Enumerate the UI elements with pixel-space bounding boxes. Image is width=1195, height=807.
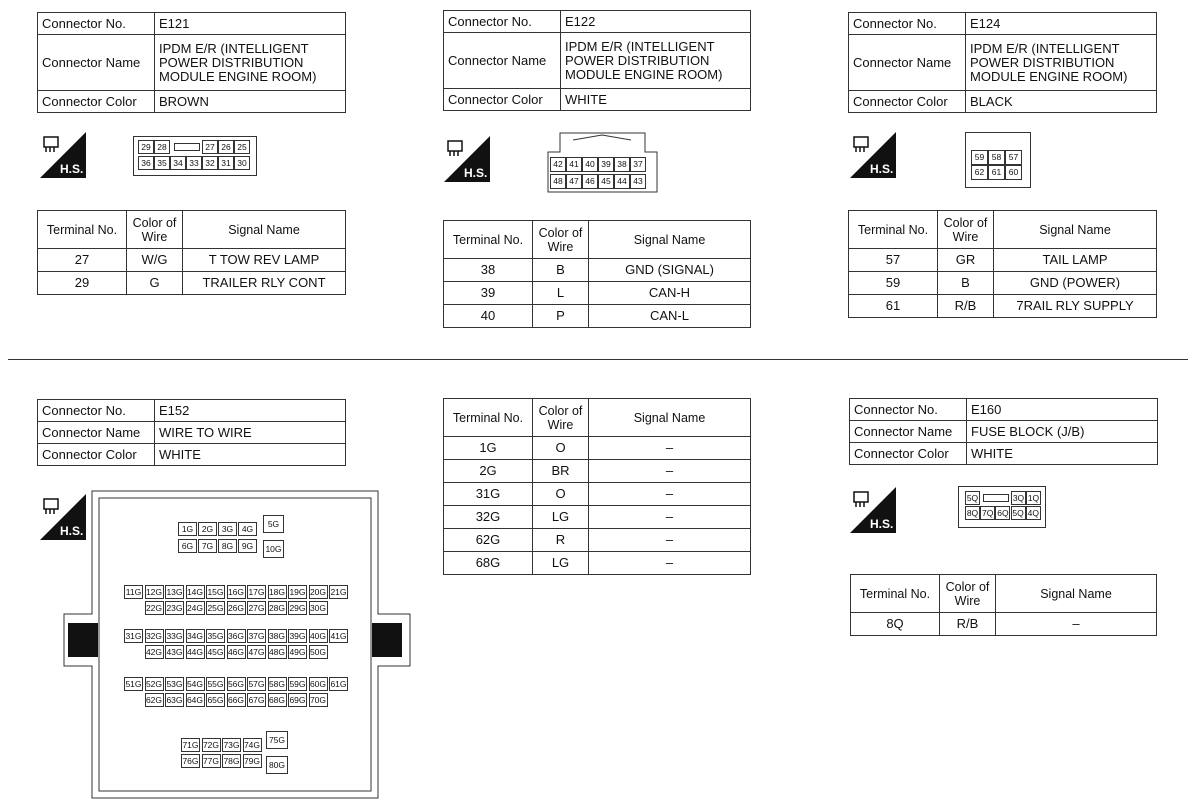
terminal-pin: 16G <box>227 587 245 597</box>
terminal-pin: 63G <box>166 695 183 705</box>
terminal-pin: 24G <box>186 603 204 613</box>
terminal-pin: 1G <box>178 522 197 536</box>
terminal-pin: 74G <box>243 740 261 750</box>
terminal-pin: 46 <box>582 174 598 189</box>
table-row: 68G LG – <box>444 552 751 575</box>
harness-side-icon <box>444 136 490 182</box>
signal-name-header: Signal Name <box>996 575 1157 613</box>
harness-side-icon <box>850 487 896 533</box>
connector-no-value: E152 <box>155 400 346 422</box>
table-row: 39 L CAN-H <box>444 282 751 305</box>
terminal-pin: 13G <box>166 587 183 597</box>
terminal-pin: 77G <box>202 756 220 766</box>
table-row: 62G R – <box>444 529 751 552</box>
color-of-wire-header: Color of Wire <box>533 399 589 437</box>
terminal-pin: 80G <box>266 756 288 774</box>
e152-info-table <box>37 399 346 466</box>
connector-name-value: FUSE BLOCK (J/B) <box>967 421 1158 443</box>
terminal-pin: 23G <box>166 603 183 613</box>
terminal-pin: 4Q <box>1027 508 1039 518</box>
table-row: 2G BR – <box>444 460 751 483</box>
terminal-pin: 6G <box>178 539 197 553</box>
terminal-pin: 15G <box>207 587 224 597</box>
terminal-pin: 46G <box>227 647 245 657</box>
terminal-pin: 43G <box>166 647 183 657</box>
e160-terminal-table <box>850 574 1157 636</box>
terminal-pin: 32 <box>202 156 218 170</box>
terminal-pin: 28 <box>154 140 170 154</box>
terminal-pin: 30 <box>234 156 250 170</box>
e121-terminal-table <box>37 210 346 295</box>
terminal-pin: 12G <box>145 587 163 597</box>
terminal-pin: 31G <box>125 631 142 641</box>
terminal-pin: 27G <box>248 603 265 613</box>
terminal-pin: 43 <box>630 174 646 189</box>
connector-name-value: IPDM E/R (INTELLIGENT POWER DISTRIBUTION MODULE ENGINE ROOM) <box>966 35 1157 91</box>
table-row: 57 GR TAIL LAMP <box>849 249 1157 272</box>
terminal-pin: 37G <box>248 631 265 641</box>
terminal-pin: 57G <box>248 679 265 689</box>
terminal-pin: 40G <box>309 631 327 641</box>
terminal-no-header: Terminal No. <box>444 221 533 259</box>
terminal-pin: 48G <box>268 647 286 657</box>
terminal-pin: 51G <box>125 679 142 689</box>
connector-color-label: Connector Color <box>38 91 155 113</box>
terminal-pin: 55G <box>207 679 224 689</box>
terminal-pin: 50G <box>309 647 327 657</box>
terminal-pin: 39G <box>289 631 306 641</box>
terminal-pin: 58G <box>268 679 286 689</box>
terminal-pin: 21G <box>330 587 347 597</box>
terminal-pin: 45 <box>598 174 614 189</box>
e124-info-table <box>848 12 1157 113</box>
e122-info-table <box>443 10 751 111</box>
connector-no-value: E121 <box>155 13 346 35</box>
terminal-pin: 36G <box>227 631 245 641</box>
terminal-pin: 57 <box>1005 150 1022 165</box>
connector-color-value: WHITE <box>561 89 751 111</box>
terminal-pin: 47G <box>248 647 265 657</box>
connector-no-label: Connector No. <box>38 13 155 35</box>
terminal-pin: 45G <box>207 647 224 657</box>
terminal-pin: 5Q <box>966 493 979 503</box>
connector-no-label: Connector No. <box>444 11 561 33</box>
terminal-pin: 62 <box>971 165 988 180</box>
signal-name-header: Signal Name <box>589 221 751 259</box>
terminal-pin: 64G <box>186 695 204 705</box>
terminal-pin: 61G <box>330 679 347 689</box>
terminal-pin: 76G <box>182 756 199 766</box>
terminal-pin: 8G <box>218 539 237 553</box>
terminal-pin: 6Q <box>997 508 1009 518</box>
terminal-pin: 73G <box>223 740 240 750</box>
connector-key <box>174 143 200 151</box>
table-row: 32G LG – <box>444 506 751 529</box>
terminal-pin: 9G <box>238 539 257 553</box>
terminal-pin: 29 <box>138 140 154 154</box>
terminal-pin: 27 <box>202 140 218 154</box>
e160-info-table <box>849 398 1158 465</box>
connector-name-label: Connector Name <box>444 33 561 89</box>
terminal-pin: 38G <box>268 631 286 641</box>
table-row: 38 B GND (SIGNAL) <box>444 259 751 282</box>
terminal-pin: 61 <box>988 165 1005 180</box>
color-of-wire-header: Color of Wire <box>940 575 996 613</box>
terminal-pin: 17G <box>248 587 265 597</box>
terminal-pin: 66G <box>227 695 245 705</box>
e121-info-table <box>37 12 346 113</box>
terminal-pin: 14G <box>186 587 204 597</box>
table-row: 27 W/G T TOW REV LAMP <box>38 249 346 272</box>
svg-text:H.S.: H.S. <box>464 166 488 180</box>
terminal-pin: 7Q <box>982 508 994 518</box>
terminal-pin: 47 <box>566 174 582 189</box>
svg-text:H.S.: H.S. <box>870 162 894 176</box>
connector-color-value: WHITE <box>155 444 346 466</box>
table-row: 59 B GND (POWER) <box>849 272 1157 295</box>
terminal-pin: 38 <box>614 157 630 172</box>
harness-side-icon <box>850 132 896 178</box>
terminal-pin: 5Q <box>1012 508 1024 518</box>
terminal-pin: 54G <box>186 679 204 689</box>
svg-text:H.S.: H.S. <box>870 517 894 531</box>
table-row: 8Q R/B – <box>851 613 1157 636</box>
terminal-pin: 60G <box>309 679 327 689</box>
terminal-pin: 32G <box>145 631 163 641</box>
terminal-no-header: Terminal No. <box>851 575 940 613</box>
terminal-pin: 75G <box>266 731 288 749</box>
terminal-pin: 70G <box>309 695 327 705</box>
connector-color-value: WHITE <box>967 443 1158 465</box>
terminal-no-header: Terminal No. <box>38 211 127 249</box>
connector-no-value: E122 <box>561 11 751 33</box>
terminal-pin: 36 <box>138 156 154 170</box>
terminal-pin: 34G <box>186 631 204 641</box>
connector-name-value: IPDM E/R (INTELLIGENT POWER DISTRIBUTION MODULE ENGINE ROOM) <box>561 33 751 89</box>
e152-terminal-table <box>443 398 751 575</box>
terminal-pin: 67G <box>248 695 265 705</box>
table-row: 40 P CAN-L <box>444 305 751 328</box>
terminal-pin: 41G <box>330 631 347 641</box>
terminal-pin: 78G <box>223 756 240 766</box>
connector-no-label: Connector No. <box>38 400 155 422</box>
connector-color-value: BROWN <box>155 91 346 113</box>
terminal-pin: 56G <box>227 679 245 689</box>
e124-terminal-table <box>848 210 1157 318</box>
terminal-pin: 29G <box>289 603 306 613</box>
terminal-pin: 18G <box>268 587 286 597</box>
terminal-pin: 59 <box>971 150 988 165</box>
section-divider <box>8 359 1188 360</box>
table-row: 1G O – <box>444 437 751 460</box>
terminal-pin: 25G <box>207 603 224 613</box>
connector-name-label: Connector Name <box>849 35 966 91</box>
color-of-wire-header: Color of Wire <box>938 211 994 249</box>
terminal-pin: 7G <box>198 539 217 553</box>
svg-text:H.S.: H.S. <box>60 162 84 176</box>
signal-name-header: Signal Name <box>589 399 751 437</box>
harness-side-icon <box>40 132 86 178</box>
terminal-pin: 41 <box>566 157 582 172</box>
color-of-wire-header: Color of Wire <box>533 221 589 259</box>
terminal-pin: 8Q <box>966 508 979 518</box>
connector-name-value: IPDM E/R (INTELLIGENT POWER DISTRIBUTION MODULE ENGINE ROOM) <box>155 35 346 91</box>
terminal-pin: 52G <box>145 679 163 689</box>
terminal-pin: 25 <box>234 140 250 154</box>
connector-name-label: Connector Name <box>850 421 967 443</box>
terminal-pin: 44 <box>614 174 630 189</box>
terminal-pin: 59G <box>289 679 306 689</box>
connector-color-label: Connector Color <box>849 91 966 113</box>
connector-name-value: WIRE TO WIRE <box>155 422 346 444</box>
terminal-pin: 33G <box>166 631 183 641</box>
connector-color-label: Connector Color <box>444 89 561 111</box>
connector-key <box>983 494 1009 502</box>
e122-terminal-table <box>443 220 751 328</box>
terminal-pin: 22G <box>145 603 163 613</box>
terminal-pin: 26 <box>218 140 234 154</box>
terminal-pin: 48 <box>550 174 566 189</box>
terminal-pin: 71G <box>182 740 199 750</box>
terminal-pin: 58 <box>988 150 1005 165</box>
terminal-pin: 5G <box>263 515 284 533</box>
terminal-pin: 35 <box>154 156 170 170</box>
terminal-pin: 4G <box>238 522 257 536</box>
terminal-pin: 65G <box>207 695 224 705</box>
signal-name-header: Signal Name <box>994 211 1157 249</box>
terminal-pin: 19G <box>289 587 306 597</box>
connector-name-label: Connector Name <box>38 422 155 444</box>
terminal-no-header: Terminal No. <box>444 399 533 437</box>
terminal-pin: 60 <box>1005 165 1022 180</box>
terminal-pin: 1Q <box>1027 493 1040 503</box>
connector-no-label: Connector No. <box>850 399 967 421</box>
table-row: 29 G TRAILER RLY CONT <box>38 272 346 295</box>
terminal-pin: 40 <box>582 157 598 172</box>
terminal-pin: 42G <box>145 647 163 657</box>
terminal-pin: 42 <box>550 157 566 172</box>
connector-no-value: E124 <box>966 13 1157 35</box>
terminal-pin: 68G <box>268 695 286 705</box>
terminal-pin: 20G <box>309 587 327 597</box>
color-of-wire-header: Color of Wire <box>127 211 183 249</box>
connector-color-label: Connector Color <box>850 443 967 465</box>
terminal-pin: 34 <box>170 156 186 170</box>
terminal-pin: 30G <box>309 603 327 613</box>
terminal-pin: 28G <box>268 603 286 613</box>
connector-color-label: Connector Color <box>38 444 155 466</box>
terminal-pin: 26G <box>227 603 245 613</box>
terminal-pin: 79G <box>243 756 261 766</box>
terminal-pin: 62G <box>145 695 163 705</box>
terminal-pin: 44G <box>186 647 204 657</box>
connector-color-value: BLACK <box>966 91 1157 113</box>
terminal-pin: 53G <box>166 679 183 689</box>
terminal-pin: 3Q <box>1012 493 1025 503</box>
terminal-pin: 35G <box>207 631 224 641</box>
terminal-pin: 11G <box>125 587 142 597</box>
table-row: 61 R/B 7RAIL RLY SUPPLY <box>849 295 1157 318</box>
terminal-pin: 72G <box>202 740 220 750</box>
terminal-no-header: Terminal No. <box>849 211 938 249</box>
terminal-pin: 3G <box>218 522 237 536</box>
connector-no-value: E160 <box>967 399 1158 421</box>
terminal-pin: 37 <box>630 157 646 172</box>
terminal-pin: 2G <box>198 522 217 536</box>
terminal-pin: 10G <box>263 540 284 558</box>
connector-no-label: Connector No. <box>849 13 966 35</box>
svg-text:H.S.: H.S. <box>60 524 84 538</box>
table-row: 31G O – <box>444 483 751 506</box>
terminal-pin: 31 <box>218 156 234 170</box>
terminal-pin: 69G <box>289 695 306 705</box>
connector-name-label: Connector Name <box>38 35 155 91</box>
terminal-pin: 49G <box>289 647 306 657</box>
terminal-pin: 33 <box>186 156 202 170</box>
terminal-pin: 39 <box>598 157 614 172</box>
signal-name-header: Signal Name <box>183 211 346 249</box>
